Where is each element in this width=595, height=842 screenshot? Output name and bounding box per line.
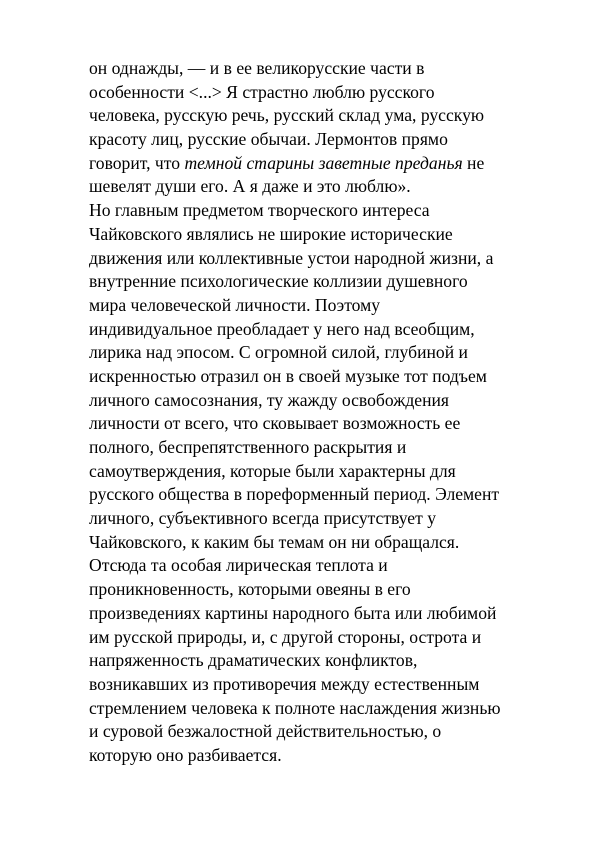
body-text xyxy=(89,57,559,768)
line-text: личного самосознания, ту жажду освобождения xyxy=(89,389,450,410)
text-line xyxy=(89,270,559,294)
text-line xyxy=(89,294,559,318)
line-text: которую оно разбивается. xyxy=(89,744,282,765)
line-text: Отсюда та особая лирическая теплота и xyxy=(89,555,388,576)
text-line xyxy=(89,341,559,365)
text-line xyxy=(89,744,559,768)
line-text: индивидуальное преобладает у него над всеобщим, xyxy=(89,318,475,339)
text-line xyxy=(89,318,559,342)
text-line xyxy=(89,697,559,721)
text-line xyxy=(89,460,559,484)
text-line xyxy=(89,720,559,744)
text-line xyxy=(89,128,559,152)
line-text: самоутверждения, которые были характерны для xyxy=(89,460,456,481)
text-line xyxy=(89,673,559,697)
text-line xyxy=(89,602,559,626)
line-text: стремлением человека к полноте наслаждения жизнью xyxy=(89,697,501,718)
line-text: внутренние психологические коллизии душевного xyxy=(89,271,468,292)
line-text: шевелят души его. А я даже и это люблю». xyxy=(89,176,411,197)
line-text: и суровой безжалостной действительностью, о xyxy=(89,721,442,742)
line-text: полного, беспрепятственного раскрытия и xyxy=(89,437,407,457)
text-line xyxy=(89,436,559,460)
line-text: личности от всего, что сковывает возможность ее xyxy=(89,413,461,434)
line-text: лирика над эпосом. С огромной силой, глубиной и xyxy=(89,342,468,363)
line-text: им русской природы, и, с другой стороны, острота и xyxy=(89,626,482,647)
text-line xyxy=(89,365,559,389)
line-text: красоту лиц, русские обычаи. Лермонтов прямо xyxy=(89,129,448,150)
line-text: особенности <...> Я страстно люблю русского xyxy=(89,81,435,102)
line-text: напряженность драматических конфликтов, xyxy=(89,650,418,671)
text-line xyxy=(89,175,559,199)
line-text: русского общества в пореформенный период. Элемент xyxy=(89,484,500,505)
line-text: личного, субъективного всегда присутствует у xyxy=(89,508,437,529)
text-line xyxy=(89,507,559,531)
text-line xyxy=(89,483,559,507)
line-text: человека, русскую речь, русский склад ума, русскую xyxy=(89,105,485,126)
text-line xyxy=(89,412,559,436)
line-text: говорит, что xyxy=(89,152,185,173)
text-line xyxy=(89,223,559,247)
line-text: произведениях картины народного быта или любимой xyxy=(89,602,497,623)
line-text: Чайковского, к каким бы темам он ни обращался. xyxy=(89,531,460,552)
line-text: движения или коллективные устои народной жизни, а xyxy=(89,247,494,268)
line-text: он однажды, — и в ее великорусские части в xyxy=(89,58,425,78)
line-text: искренностью отразил он в своей музыке тот подъем xyxy=(89,365,487,386)
text-line xyxy=(89,626,559,650)
line-text: Но главным предметом творческого интереса xyxy=(89,200,430,221)
text-line xyxy=(89,649,559,673)
line-text: не xyxy=(462,152,485,173)
line-text: мира человеческой личности. Поэтому xyxy=(89,294,381,315)
line-text: возникавших из противоречия между естественным xyxy=(89,673,480,694)
text-line xyxy=(89,554,559,578)
text-line xyxy=(89,152,559,176)
text-line xyxy=(89,57,559,81)
line-text: Чайковского являлись не широкие исторические xyxy=(89,223,453,244)
text-line xyxy=(89,531,559,555)
text-line xyxy=(89,199,559,223)
text-line xyxy=(89,104,559,128)
text-line xyxy=(89,389,559,413)
italic-quote-text: темной старины заветные преданья xyxy=(184,152,463,173)
text-line xyxy=(89,247,559,271)
line-text: проникновенность, которыми овеяны в его xyxy=(89,579,411,600)
text-line xyxy=(89,81,559,105)
text-line xyxy=(89,578,559,602)
